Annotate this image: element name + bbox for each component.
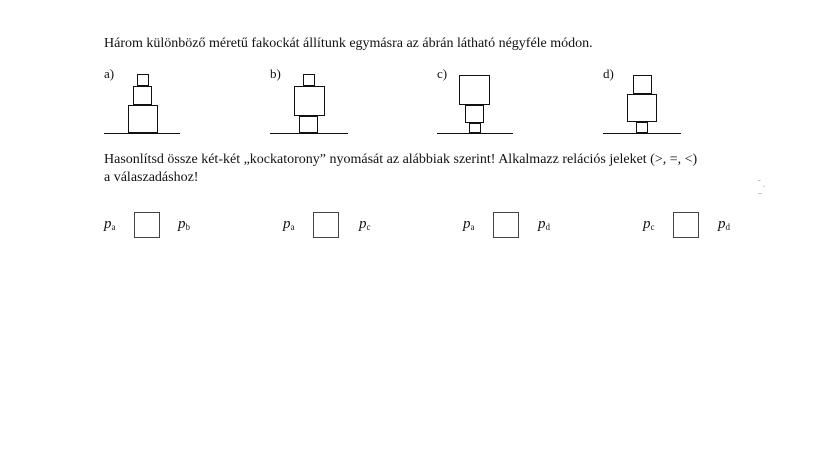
pressure-right: $p_d$ [718, 216, 730, 232]
medium-cube [633, 75, 652, 94]
instruction-line-1: Hasonlítsd össze két-két „kockatorony” nyomását az alábbiak szerint! Alkalmazz relációs jeleket (>, =, <) [104, 152, 698, 167]
answer-box[interactable] [673, 212, 699, 238]
answer-box[interactable] [313, 212, 339, 238]
large-cube [627, 94, 657, 122]
instruction-line-2: a válaszadáshoz! [104, 170, 199, 185]
small-cube [137, 74, 149, 86]
answer-box[interactable] [134, 212, 160, 238]
figure-b-label: b) [270, 66, 281, 81]
small-cube [303, 74, 315, 86]
large-cube [459, 75, 490, 105]
ground-line [437, 133, 513, 134]
pressure-right: $p_d$ [538, 216, 550, 232]
figure-c-tower [437, 66, 527, 136]
medium-cube [299, 116, 318, 133]
ground-line [270, 133, 348, 134]
intro-text: Három különböző méretű fakockát állítunk egymásra az ábrán látható négyféle módon. [104, 36, 593, 51]
figure-a-label: a) [104, 66, 115, 81]
ground-line [603, 133, 681, 134]
ground-line [104, 133, 180, 134]
small-cube [469, 123, 481, 133]
large-cube [128, 105, 158, 133]
small-cube [636, 122, 648, 133]
figure-b-tower [270, 66, 360, 136]
medium-cube [465, 105, 484, 123]
answer-box[interactable] [493, 212, 519, 238]
pressure-right: $p_c$ [359, 216, 371, 232]
figure-a-tower [104, 66, 194, 136]
pressure-left: $p_a$ [283, 216, 295, 232]
figure-d-label: d) [603, 66, 614, 81]
scan-specks: ˉ ˏ .. [758, 178, 766, 196]
medium-cube [133, 86, 152, 105]
figure-d-tower [603, 66, 693, 136]
pressure-left: $p_c$ [643, 216, 655, 232]
figure-c-label: c) [437, 66, 448, 81]
large-cube [294, 86, 325, 116]
pressure-left: $p_a$ [104, 216, 116, 232]
pressure-left: $p_a$ [463, 216, 475, 232]
pressure-right: $p_b$ [178, 216, 190, 232]
